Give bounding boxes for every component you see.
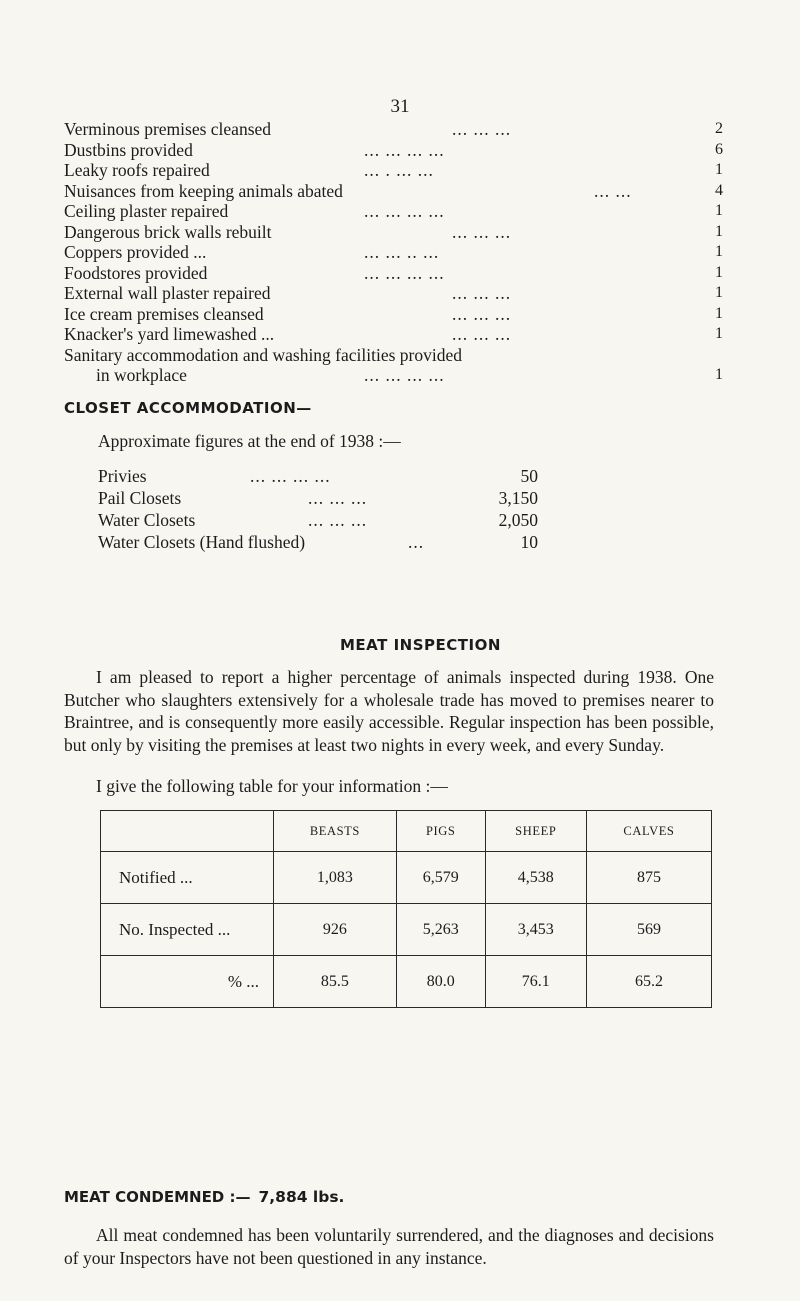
table-cell: 85.5 — [274, 956, 397, 1008]
item-label: Dustbins provided — [64, 139, 193, 160]
row-label: Notified ... — [101, 852, 274, 904]
column-header: CALVES — [586, 811, 711, 852]
column-header: PIGS — [396, 811, 485, 852]
list-item — [64, 263, 724, 284]
row-label: No. Inspected ... — [101, 904, 274, 956]
meat-inspection-heading: MEAT INSPECTION — [340, 636, 501, 654]
item-value: 3,150 — [498, 488, 538, 508]
list-item — [64, 201, 724, 222]
table-cell: 926 — [274, 904, 397, 956]
item-value: 1 — [715, 366, 723, 383]
item-label: External wall plaster repaired — [64, 283, 271, 303]
table-row — [101, 852, 712, 904]
leader-dots: ... ... ... ... — [364, 139, 445, 160]
table-cell: 875 — [586, 852, 711, 904]
item-value: 50 — [520, 466, 538, 486]
item-value: 2,050 — [498, 510, 538, 530]
list-item — [64, 304, 724, 325]
item-label: Coppers provided ... — [64, 242, 207, 262]
meat-condemned-label: MEAT CONDEMNED :— — [64, 1188, 251, 1206]
paragraph-text: I am pleased to report a higher percentage of animals inspected during 1938. One Butcher who slaughters extensively for a wholesale trade has moved to premises nearer to Braintree, and is consequently more easily accessible. Regular inspection has been possible, but only by visiting the premises at least two nights in every week, and every Sunday. — [64, 667, 714, 755]
leader-dots: ... ... ... ... — [364, 201, 445, 221]
item-value: 1 — [715, 243, 723, 260]
list-item — [64, 324, 724, 345]
meat-condemned-line — [64, 1188, 344, 1207]
item-label: Leaky roofs repaired — [64, 160, 210, 180]
table-intro: I give the following table for your information :— — [96, 776, 448, 796]
list-item — [64, 242, 724, 263]
item-value: 1 — [715, 263, 723, 281]
item-label: Dangerous brick walls rebuilt — [64, 221, 272, 242]
list-item — [98, 465, 538, 487]
list-item — [64, 283, 724, 304]
table-row — [101, 904, 712, 956]
header-blank — [101, 811, 274, 852]
meat-inspection-paragraph — [64, 666, 714, 756]
list-item — [98, 509, 538, 531]
list-item — [64, 365, 724, 386]
item-label: Water Closets (Hand flushed) — [98, 532, 306, 552]
row-label: % ... — [101, 956, 274, 1008]
meat-condemned-paragraph: All meat condemned has been voluntarily surrendered, and the diagnoses and decisions of your Inspectors have not been questioned in any instance. — [64, 1225, 714, 1268]
closet-heading: CLOSET ACCOMMODATION— — [64, 399, 312, 417]
item-label: Foodstores provided — [64, 262, 208, 283]
item-value: 1 — [715, 284, 723, 301]
table-cell: 6,579 — [396, 852, 485, 904]
table-cell: 5,263 — [396, 904, 485, 956]
table-header-row — [101, 811, 712, 852]
item-label: Privies — [98, 466, 147, 486]
table-row — [101, 956, 712, 1008]
item-label: Water Closets — [98, 510, 196, 530]
list-item — [64, 222, 724, 243]
list-item — [64, 345, 724, 366]
item-value: 2 — [715, 120, 723, 137]
leader-dots: ... ... ... — [452, 303, 512, 324]
list-item — [64, 140, 724, 161]
table-cell: 80.0 — [396, 956, 485, 1008]
meat-condemned-value: 7,884 lbs. — [258, 1188, 345, 1206]
leader-dots: ... — [408, 532, 425, 552]
item-value: 1 — [715, 304, 723, 322]
leader-dots: ... ... ... ... — [364, 262, 445, 283]
list-item — [98, 531, 538, 553]
leader-dots: ... ... ... — [308, 510, 368, 530]
leader-dots: ... . ... ... — [364, 160, 434, 180]
column-header: SHEEP — [485, 811, 586, 852]
leader-dots: ... ... .. ... — [364, 242, 440, 262]
list-item — [64, 119, 724, 140]
table-cell: 4,538 — [485, 852, 586, 904]
list-item — [98, 487, 538, 509]
item-label: Ice cream premises cleansed — [64, 303, 264, 324]
item-value: 1 — [715, 202, 723, 219]
item-value: 6 — [715, 140, 723, 158]
leader-dots: ... ... ... — [452, 221, 512, 242]
item-label: Knacker's yard limewashed ... — [64, 324, 275, 344]
leader-dots: ... ... ... — [452, 119, 512, 139]
leader-dots: ... ... ... — [452, 283, 512, 303]
item-value: 1 — [715, 161, 723, 178]
leader-dots: ... ... ... ... — [364, 365, 445, 385]
list-item — [64, 181, 724, 202]
table-cell: 76.1 — [485, 956, 586, 1008]
meat-inspection-table — [100, 810, 712, 1008]
item-label: in workplace — [96, 365, 187, 385]
item-label: Pail Closets — [98, 488, 182, 508]
table-cell: 65.2 — [586, 956, 711, 1008]
table-cell: 569 — [586, 904, 711, 956]
item-value: 4 — [715, 181, 723, 199]
item-label: Ceiling plaster repaired — [64, 201, 229, 221]
table-cell: 1,083 — [274, 852, 397, 904]
list-item — [64, 160, 724, 181]
item-value: 1 — [715, 325, 723, 342]
leader-dots: ... ... ... — [452, 324, 512, 344]
item-value: 10 — [520, 532, 538, 552]
leader-dots: ... ... ... — [308, 488, 368, 508]
leader-dots: ... ... ... ... — [250, 466, 331, 486]
item-label: Sanitary accommodation and washing facilities provided — [64, 344, 463, 365]
leader-dots: ... ... — [594, 180, 632, 201]
item-label: Verminous premises cleansed — [64, 119, 272, 139]
item-value: 1 — [715, 222, 723, 240]
page-number: 31 — [390, 96, 410, 117]
column-header: BEASTS — [274, 811, 397, 852]
closet-list — [98, 465, 538, 553]
item-label: Nuisances from keeping animals abated — [64, 180, 343, 201]
sanitary-work-list — [64, 119, 724, 386]
table-cell: 3,453 — [485, 904, 586, 956]
closet-intro: Approximate figures at the end of 1938 :— — [98, 431, 401, 451]
